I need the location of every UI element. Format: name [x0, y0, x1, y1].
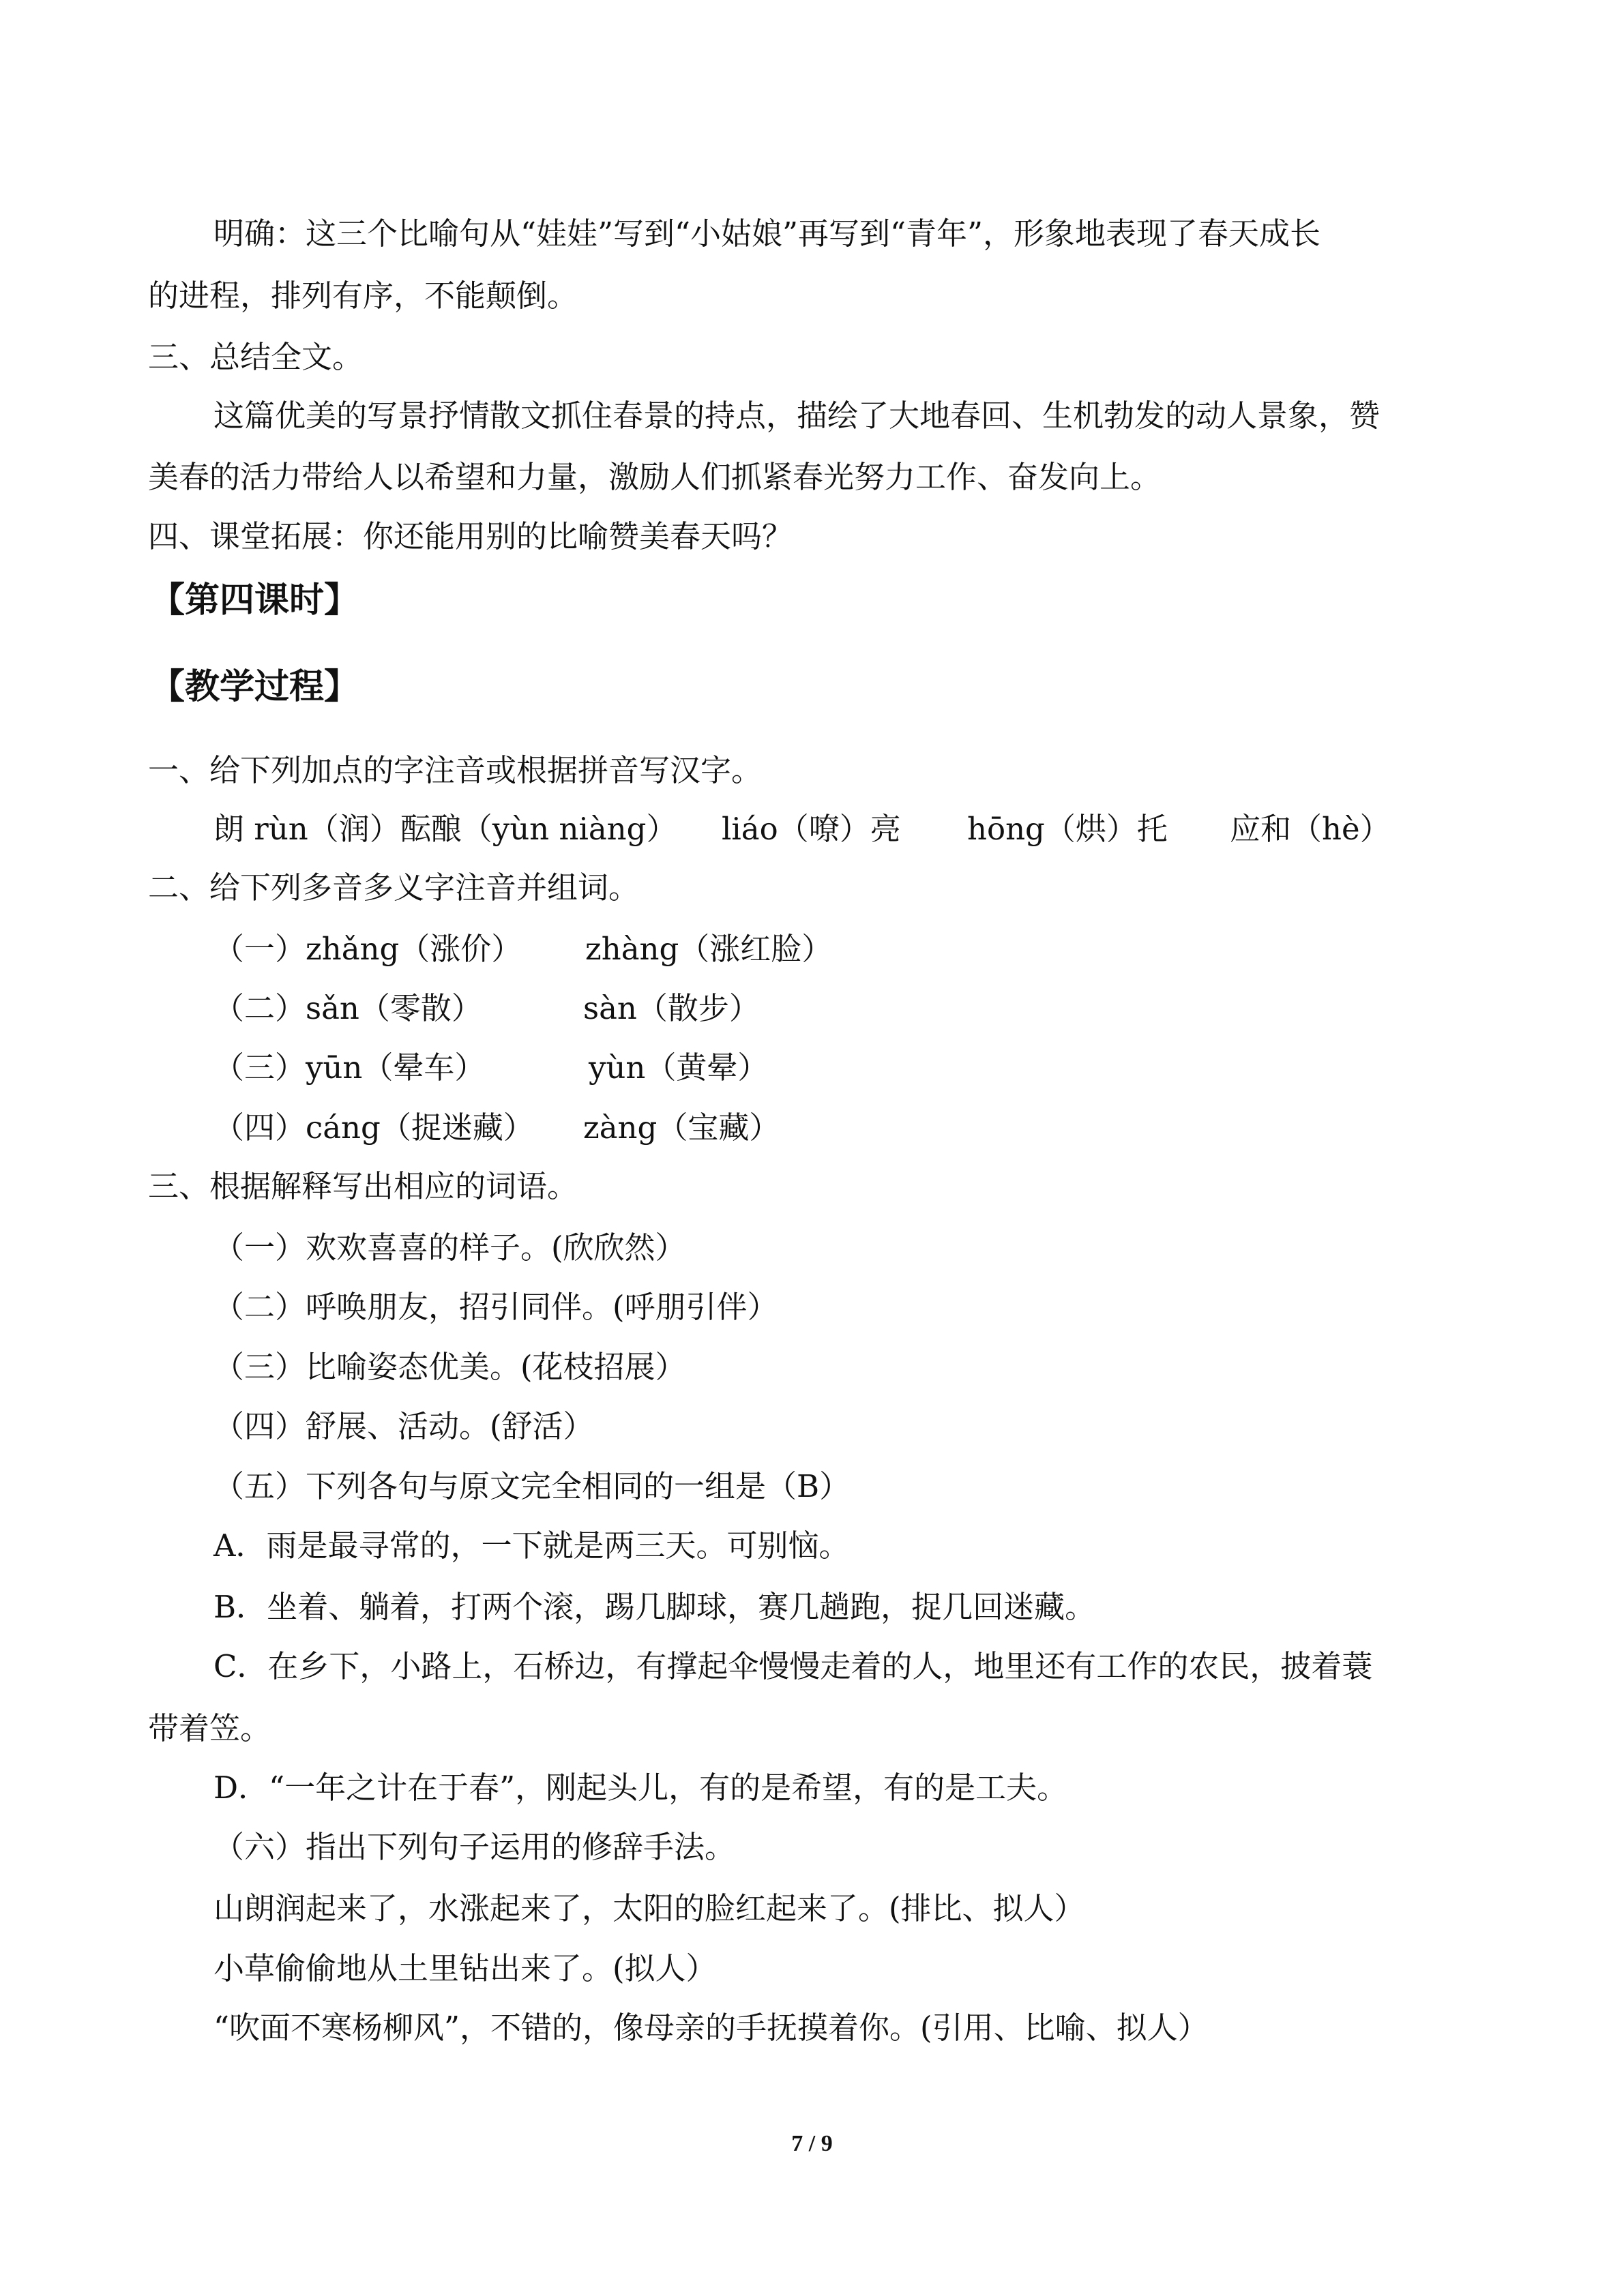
polyphone-item: yùn（黄晕）	[589, 1049, 769, 1086]
polyphone-item: （四）cáng（捉迷藏）	[213, 1109, 534, 1146]
option-c: C．在乡下，小路上，石桥边，有撑起伞慢慢走着的人，地里还有工作的农民，披着蓑	[213, 1648, 1373, 1684]
list-item: （五）下列各句与原文完全相同的一组是（B）	[213, 1468, 851, 1504]
polyphone-item: zhàng（涨红脸）	[585, 931, 833, 967]
question-title: 一、给下列加点的字注音或根据拼音写汉字。	[148, 752, 763, 788]
list-item: （一）欢欢喜喜的样子。(欣欣然）	[213, 1229, 686, 1266]
polyphone-item: （三）yūn（晕车）	[213, 1049, 486, 1086]
question-title: 三、根据解释写出相应的词语。	[148, 1168, 578, 1204]
question-title: 二、给下列多音多义字注音并组词。	[148, 869, 640, 906]
pinyin-item: 朗 rùn（润）酝酿（yùn niàng）	[213, 811, 677, 847]
list-item: （三）比喻姿态优美。(花枝招展）	[213, 1349, 686, 1385]
section-title: 四、课堂拓展：你还能用别的比喻赞美春天吗？	[148, 518, 793, 554]
polyphone-item: （二）sǎn（零散）	[213, 990, 482, 1026]
rhetoric-item: 山朗润起来了，水涨起来了，太阳的脸红起来了。(排比、拟人）	[213, 1890, 1085, 1926]
list-item: （四）舒展、活动。(舒活）	[213, 1408, 594, 1444]
lesson-heading: 【第四课时】	[150, 580, 359, 621]
rhetoric-item: “吹面不寒杨柳风”，不错的，像母亲的手抚摸着你。(引用、比喻、拟人）	[213, 2010, 1209, 2046]
pinyin-item: liáo（嘹）亮	[722, 811, 901, 847]
polyphone-item: （一）zhǎng（涨价）	[213, 931, 522, 967]
paragraph-line: 这篇优美的写景抒情散文抓住春景的持点，描绘了大地春回、生机勃发的动人景象，赞	[213, 398, 1381, 434]
process-heading: 【教学过程】	[150, 667, 359, 707]
pinyin-item: 应和（hè）	[1230, 811, 1391, 847]
polyphone-item: sàn（散步）	[583, 990, 760, 1026]
paragraph-line: 的进程，排列有序，不能颠倒。	[148, 278, 578, 314]
option-d: D．“一年之计在于春”，刚起头儿，有的是希望，有的是工夫。	[213, 1770, 1068, 1806]
list-item: （二）呼唤朋友，招引同伴。(呼朋引伴）	[213, 1289, 778, 1325]
paragraph-line: 美春的活力带给人以希望和力量，激励人们抓紧春光努力工作、奋发向上。	[148, 459, 1162, 495]
option-c-cont: 带着笠。	[148, 1710, 271, 1746]
pinyin-item: hōng（烘）托	[967, 811, 1168, 847]
paragraph-line: 明确：这三个比喻句从“娃娃”写到“小姑娘”再写到“青年”，形象地表现了春天成长	[213, 215, 1321, 252]
rhetoric-item: 小草偷偷地从土里钻出来了。(拟人）	[213, 1950, 717, 1986]
option-a: A．雨是最寻常的，一下就是两三天。可别恼。	[213, 1527, 850, 1564]
polyphone-item: zàng（宝藏）	[583, 1109, 780, 1146]
sub-question-title: （六）指出下列句子运用的修辞手法。	[213, 1829, 736, 1865]
page-number: 7 / 9	[791, 2131, 833, 2156]
section-title: 三、总结全文。	[148, 339, 364, 375]
option-b: B．坐着、躺着，打两个滚，踢几脚球，赛几趟跑，捉几回迷藏。	[213, 1589, 1096, 1625]
